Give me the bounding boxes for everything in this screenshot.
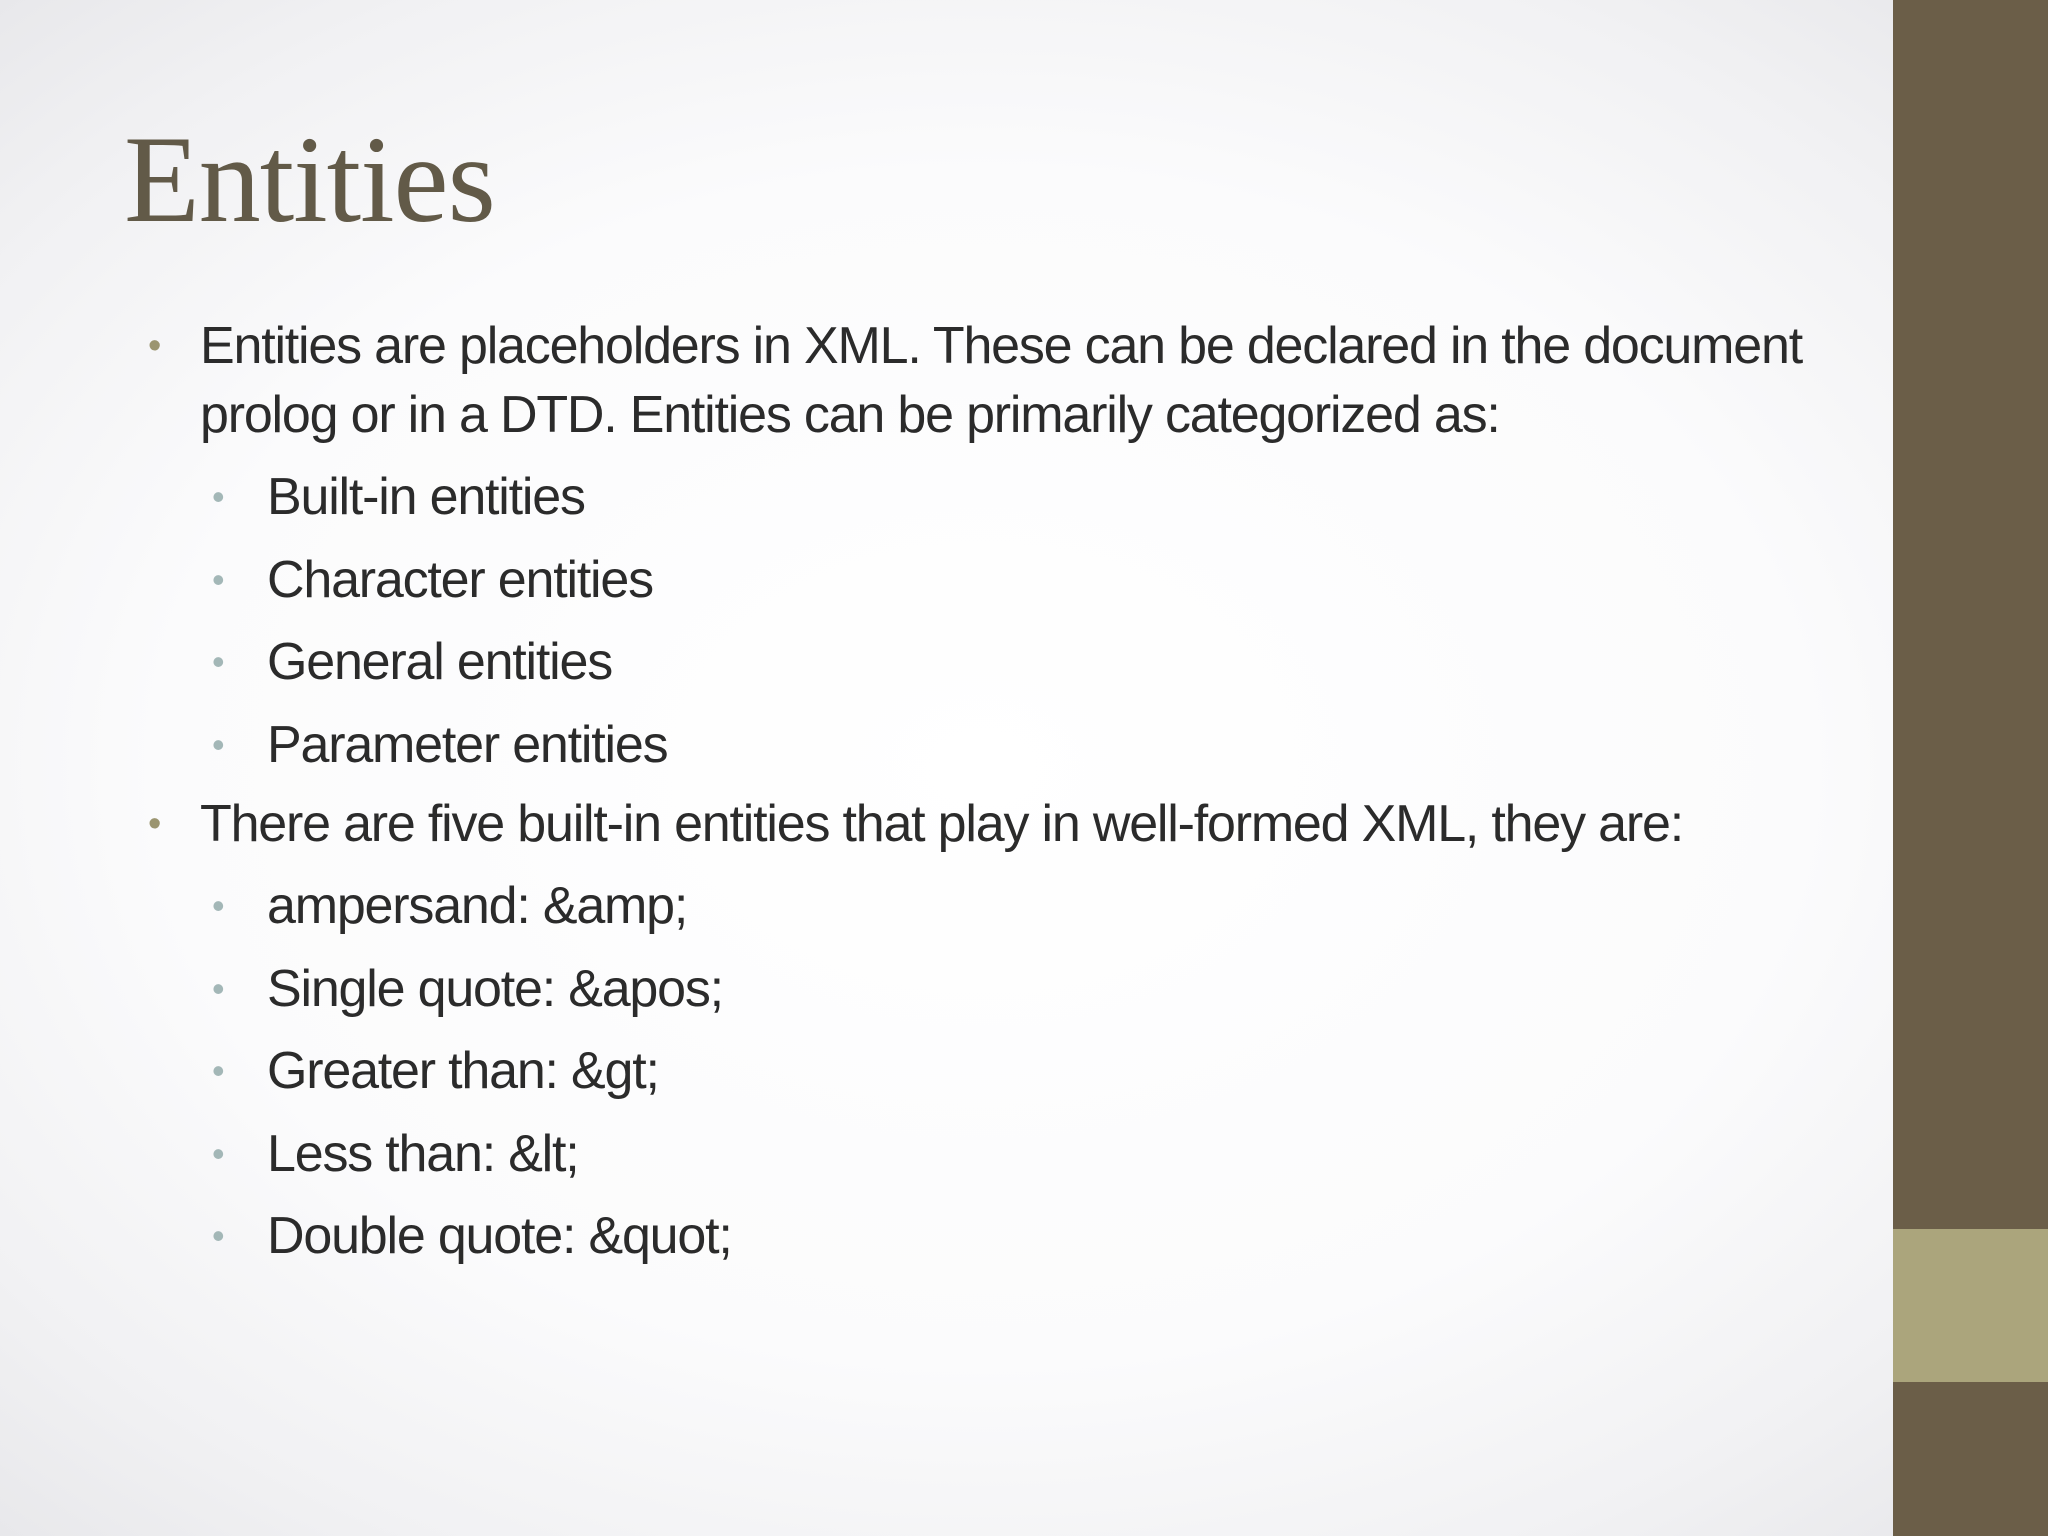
sub-bullet-item bbox=[140, 621, 1880, 704]
sub-bullet-item bbox=[140, 865, 1880, 948]
sub-bullet-icon: • bbox=[212, 885, 224, 926]
bullet-item bbox=[140, 312, 1880, 450]
sub-bullet-icon: • bbox=[212, 1215, 224, 1256]
bullet-item bbox=[140, 790, 1880, 859]
bullet-icon: • bbox=[148, 325, 161, 367]
sub-bullet-item bbox=[140, 456, 1880, 539]
side-decoration-accent bbox=[1893, 1229, 2048, 1382]
bullet-text: There are five built-in entities that play in well-formed XML, they are: bbox=[200, 795, 1683, 853]
sub-bullet-text: Character entities bbox=[267, 550, 653, 609]
sub-bullet-text: Greater than: &gt; bbox=[267, 1042, 659, 1100]
sub-bullet-item bbox=[140, 1030, 1880, 1113]
bullet-text: Entities are placeholders in XML. These can be declared in the document prolog or in a DTD. Entities can be primarily categorized as: bbox=[200, 317, 1802, 444]
sub-bullet-item bbox=[140, 704, 1880, 787]
sub-bullet-icon: • bbox=[212, 558, 224, 600]
sub-bullet-item bbox=[140, 1195, 1880, 1278]
sub-bullet-icon: • bbox=[212, 476, 224, 517]
sub-bullet-text: Double quote: &quot; bbox=[267, 1207, 732, 1265]
sub-bullet-item bbox=[140, 1113, 1880, 1196]
sub-bullet-icon: • bbox=[212, 723, 224, 765]
sub-bullet-text: Less than: &lt; bbox=[267, 1124, 579, 1183]
sub-bullet-item bbox=[140, 539, 1880, 622]
sub-bullet-text: Built-in entities bbox=[267, 468, 585, 526]
bullet-icon: • bbox=[148, 803, 161, 845]
sub-bullet-text: General entities bbox=[267, 633, 613, 691]
slide-body bbox=[140, 312, 1880, 1278]
sub-bullet-item bbox=[140, 948, 1880, 1031]
sub-bullet-icon: • bbox=[212, 641, 224, 682]
sub-bullet-icon: • bbox=[212, 967, 224, 1009]
sub-bullet-text: Parameter entities bbox=[267, 715, 668, 774]
slide-title: Entities bbox=[124, 111, 495, 248]
sub-bullet-text: ampersand: &amp; bbox=[267, 877, 688, 935]
sub-bullet-text: Single quote: &apos; bbox=[267, 959, 723, 1018]
sub-bullet-icon: • bbox=[212, 1132, 224, 1174]
sub-bullet-icon: • bbox=[212, 1050, 224, 1091]
